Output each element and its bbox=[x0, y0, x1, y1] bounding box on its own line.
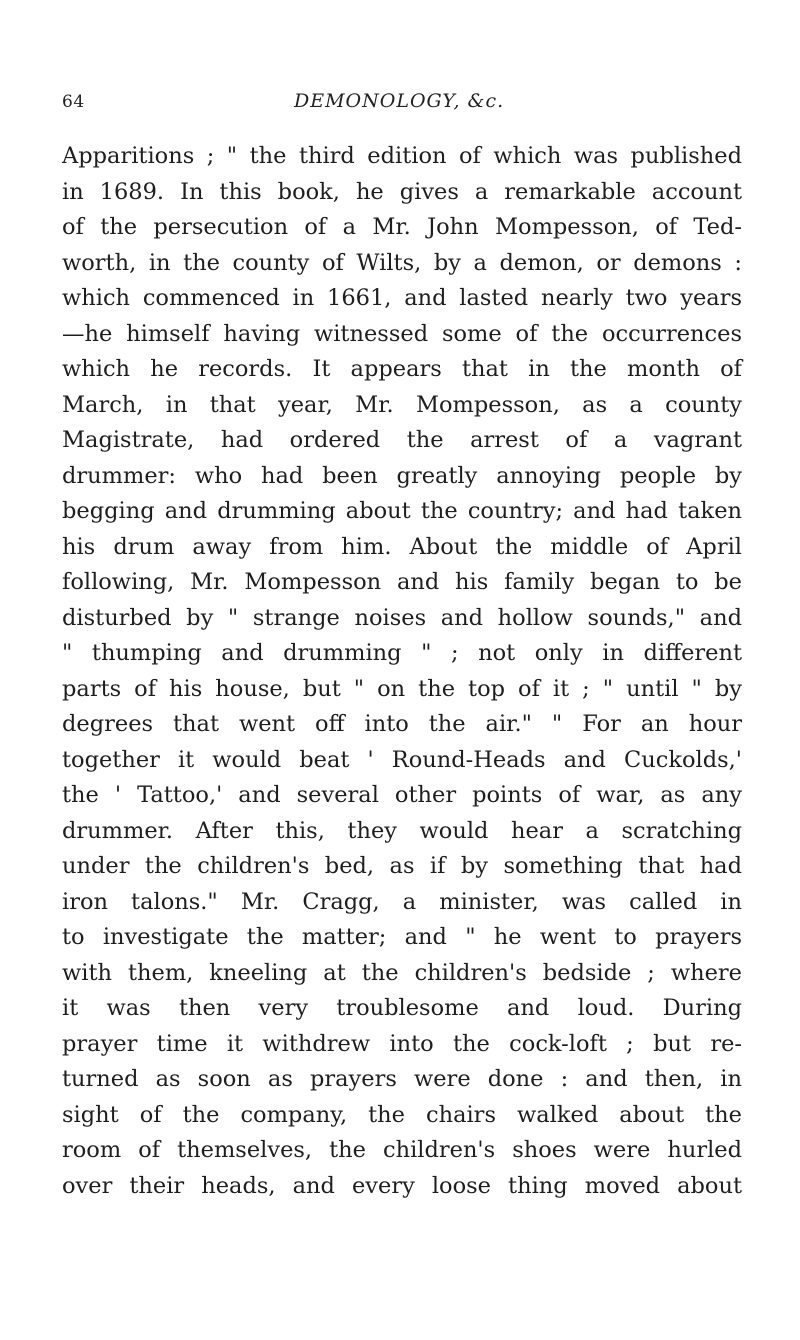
text-line: over their heads, and every loose thing moved about bbox=[62, 1172, 742, 1199]
text-line: iron talons." Mr. Cragg, a minister, was called in bbox=[62, 888, 742, 915]
text-line: room of themselves, the children's shoes were hurled bbox=[62, 1137, 742, 1163]
text-line: Apparitions ; " the third edition of which was published bbox=[62, 143, 742, 169]
text-line: following, Mr. Mompesson and his family began to be bbox=[62, 569, 742, 595]
text-line: with them, kneeling at the children's bedside ; where bbox=[62, 959, 742, 986]
running-head bbox=[62, 92, 738, 118]
text-line: drummer: who had been greatly annoying people by bbox=[62, 462, 742, 489]
text-line: under the children's bed, as if by something that had bbox=[62, 853, 742, 879]
text-line: which commenced in 1661, and lasted nearly two years bbox=[62, 285, 742, 311]
text-line: March, in that year, Mr. Mompesson, as a county bbox=[62, 391, 742, 418]
text-line: turned as soon as prayers were done : and then, in bbox=[62, 1066, 742, 1092]
text-line: worth, in the county of Wilts, by a demon, or demons : bbox=[62, 249, 742, 276]
text-line: sight of the company, the chairs walked about the bbox=[62, 1101, 742, 1128]
text-line: the ' Tattoo,' and several other points of war, as any bbox=[62, 782, 742, 808]
text-line: degrees that went off into the air." " For an hour bbox=[62, 711, 742, 737]
text-line: " thumping and drumming " ; not only in different bbox=[62, 640, 742, 666]
text-line: of the persecution of a Mr. John Mompesson, of Ted- bbox=[62, 214, 742, 240]
text-line: together it would beat ' Round-Heads and Cuckolds,' bbox=[62, 746, 742, 773]
text-line: —he himself having witnessed some of the occurrences bbox=[62, 320, 742, 347]
running-title: DEMONOLOGY, &c. bbox=[294, 90, 505, 112]
text-line: drummer. After this, they would hear a scratching bbox=[62, 817, 742, 844]
text-line: to investigate the matter; and " he went to prayers bbox=[62, 924, 742, 950]
body-text bbox=[62, 139, 742, 1204]
text-line: in 1689. In this book, he gives a remarkable account bbox=[62, 178, 742, 205]
text-line: his drum away from him. About the middle of April bbox=[62, 533, 742, 560]
text-line: begging and drumming about the country; and had taken bbox=[62, 498, 742, 524]
text-line: which he records. It appears that in the month of bbox=[62, 356, 742, 382]
text-line: it was then very troublesome and loud. During bbox=[62, 995, 742, 1021]
text-line: disturbed by " strange noises and hollow sounds," and bbox=[62, 604, 742, 631]
text-line: parts of his house, but " on the top of it ; " until " by bbox=[62, 675, 742, 702]
page-number: 64 bbox=[62, 92, 85, 112]
text-line: Magistrate, had ordered the arrest of a vagrant bbox=[62, 427, 742, 453]
text-line: prayer time it withdrew into the cock-loft ; but re- bbox=[62, 1030, 742, 1057]
